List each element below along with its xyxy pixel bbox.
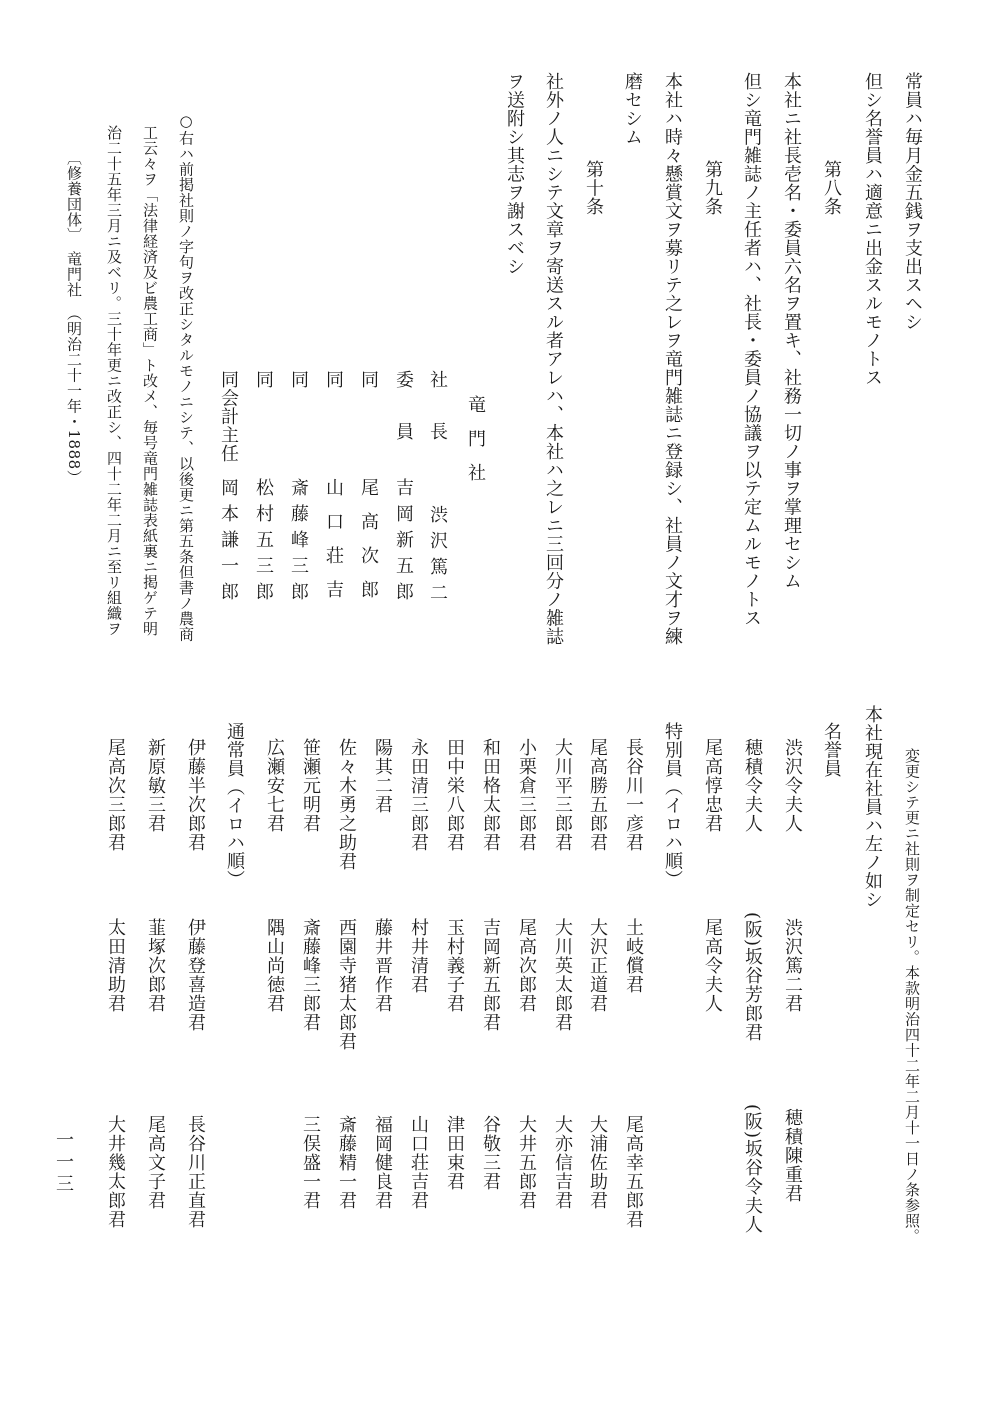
member-name: 永田清三郎君 xyxy=(408,738,429,852)
member-name: 和田格太郎君 xyxy=(480,738,501,852)
member-name: 渋沢令夫人 xyxy=(782,738,803,833)
member-name: 新原敏三君 xyxy=(145,738,166,833)
member-name: 大亦信吉君 xyxy=(552,1115,573,1210)
member-name: 長谷川正直君 xyxy=(185,1115,206,1229)
section-label: 名誉員 xyxy=(821,722,842,778)
member-name: 山口荘吉君 xyxy=(408,1115,429,1210)
officer-title: 社 長 xyxy=(427,370,448,448)
member-name: 尾高勝五郎君 xyxy=(587,738,608,852)
members-header: 本社現在社員ハ左ノ如シ xyxy=(862,705,883,909)
officer-name: 岡本謙一郎 xyxy=(218,478,239,608)
member-name: 村井清君 xyxy=(408,918,429,994)
member-name: (阪)坂谷令夫人 xyxy=(742,1104,763,1235)
member-name: 三俣盛一君 xyxy=(300,1115,321,1210)
note-line: 治二十五年三月ニ及ベリ。三十年更ニ改正シ、四十二年二月ニ至リ組織ヲ xyxy=(105,125,123,637)
member-name: 佐々木勇之助君 xyxy=(336,738,357,871)
member-name: (阪)坂谷芳郎君 xyxy=(742,912,763,1043)
section-label: 通常員（イロハ順） xyxy=(224,722,245,889)
text-line: 但シ竜門雑誌ノ主任者ハ、社長・委員ノ協議ヲ以テ定ムルモノトス xyxy=(741,72,762,627)
text-line: 本社ニ社長壱名・委員六名ヲ置キ、社務一切ノ事ヲ掌理セシム xyxy=(781,72,802,590)
section-label: 特別員（イロハ順） xyxy=(662,722,683,889)
article-heading: 第八条 xyxy=(821,160,842,216)
officer-title: 同 xyxy=(358,370,379,389)
member-name: 斎藤精一君 xyxy=(336,1115,357,1210)
member-name: 大沢正道君 xyxy=(587,918,608,1013)
member-name: 田中栄八郎君 xyxy=(444,738,465,852)
member-name: 穂積令夫人 xyxy=(742,738,763,833)
member-name: 大浦佐助君 xyxy=(587,1115,608,1210)
member-name: 尾高文子君 xyxy=(145,1115,166,1210)
member-name: 谷敬三君 xyxy=(480,1115,501,1191)
source-citation: 〔修養団体〕 竜門社 （明治二十一年・1888） xyxy=(65,150,83,486)
officer-title: 同 xyxy=(323,370,344,389)
text-line: 社外ノ人ニシテ文章ヲ寄送スル者アレハ、本社ハ之レニ三回分ノ雑誌 xyxy=(543,72,564,646)
member-name: 笹瀬元明君 xyxy=(300,738,321,833)
member-name: 太田清助君 xyxy=(105,918,126,1013)
member-name: 福岡健良君 xyxy=(372,1115,393,1210)
text-line: 常員ハ毎月金五銭ヲ支出スヘシ xyxy=(902,72,923,331)
officer-title: 同 xyxy=(253,370,274,389)
member-name: 大井五郎君 xyxy=(516,1115,537,1210)
member-name: 藤井晋作君 xyxy=(372,918,393,1013)
member-name: 西園寺猪太郎君 xyxy=(336,918,357,1051)
officer-name: 松村五三郎 xyxy=(253,478,274,608)
article-heading: 第十条 xyxy=(583,160,604,216)
member-name: 渋沢篤二君 xyxy=(782,918,803,1013)
member-name: 津田束君 xyxy=(444,1115,465,1191)
note-line: ○右ハ前掲社則ノ字句ヲ改正シタルモノニシテ、以後更ニ第五条但書ノ農商 xyxy=(177,112,195,642)
member-name: 伊藤登喜造君 xyxy=(185,918,206,1032)
officer-name: 山口荘吉 xyxy=(323,478,344,614)
text-line: ヲ送附シ其志ヲ謝スベシ xyxy=(504,72,525,276)
member-name: 長谷川一彦君 xyxy=(623,738,644,852)
member-name: 大川平三郎君 xyxy=(552,738,573,852)
text-line: 本社ハ時々懸賞文ヲ募リテ之レヲ竜門雑誌ニ登録シ、社員ノ文才ヲ練 xyxy=(662,72,683,646)
note-line: 工云々ヲ「法律経済及ビ農工商」ト改メ、毎号竜門雑誌表紙裏ニ掲ゲテ明 xyxy=(141,125,159,637)
member-name: 大井幾太郎君 xyxy=(105,1115,126,1229)
member-name: 尾高幸五郎君 xyxy=(623,1115,644,1229)
member-name: 広瀬安七君 xyxy=(264,738,285,833)
member-name: 尾高次三郎君 xyxy=(105,738,126,852)
member-name: 尾高次郎君 xyxy=(516,918,537,1013)
note-line: 変更シテ更ニ社則ヲ制定セリ。本款明治四十二年二月十一日ノ条参照。 xyxy=(903,748,921,1244)
text-line: 但シ名誉員ハ適意ニ出金スルモノトス xyxy=(862,72,883,387)
member-name: 穂積陳重君 xyxy=(782,1108,803,1203)
officer-title: 同会計主任 xyxy=(218,370,239,463)
article-heading: 第九条 xyxy=(702,160,723,216)
member-name: 斎藤峰三郎君 xyxy=(300,918,321,1032)
member-name: 韮塚次郎君 xyxy=(145,918,166,1013)
member-name: 尾高令夫人 xyxy=(702,918,723,1013)
org-name: 竜門社 xyxy=(465,395,486,497)
page-number: 一一三 xyxy=(53,1130,74,1196)
member-name: 隅山尚徳君 xyxy=(264,918,285,1013)
text-line: 磨セシム xyxy=(622,72,643,146)
member-name: 玉村義子君 xyxy=(444,918,465,1013)
officer-name: 斎藤峰三郎 xyxy=(288,478,309,608)
member-name: 陽其二君 xyxy=(372,738,393,814)
officer-title: 委 員 xyxy=(393,370,414,448)
member-name: 小栗倉三郎君 xyxy=(516,738,537,852)
member-name: 大川英太郎君 xyxy=(552,918,573,1032)
officer-name: 渋沢篤二 xyxy=(427,505,448,609)
officer-name: 吉岡新五郎 xyxy=(393,478,414,608)
member-name: 吉岡新五郎君 xyxy=(480,918,501,1032)
member-name: 土岐償君 xyxy=(623,918,644,994)
officer-title: 同 xyxy=(288,370,309,389)
officer-name: 尾高次郎 xyxy=(358,478,379,614)
member-name: 伊藤半次郎君 xyxy=(185,738,206,852)
member-name: 尾高惇忠君 xyxy=(702,738,723,833)
